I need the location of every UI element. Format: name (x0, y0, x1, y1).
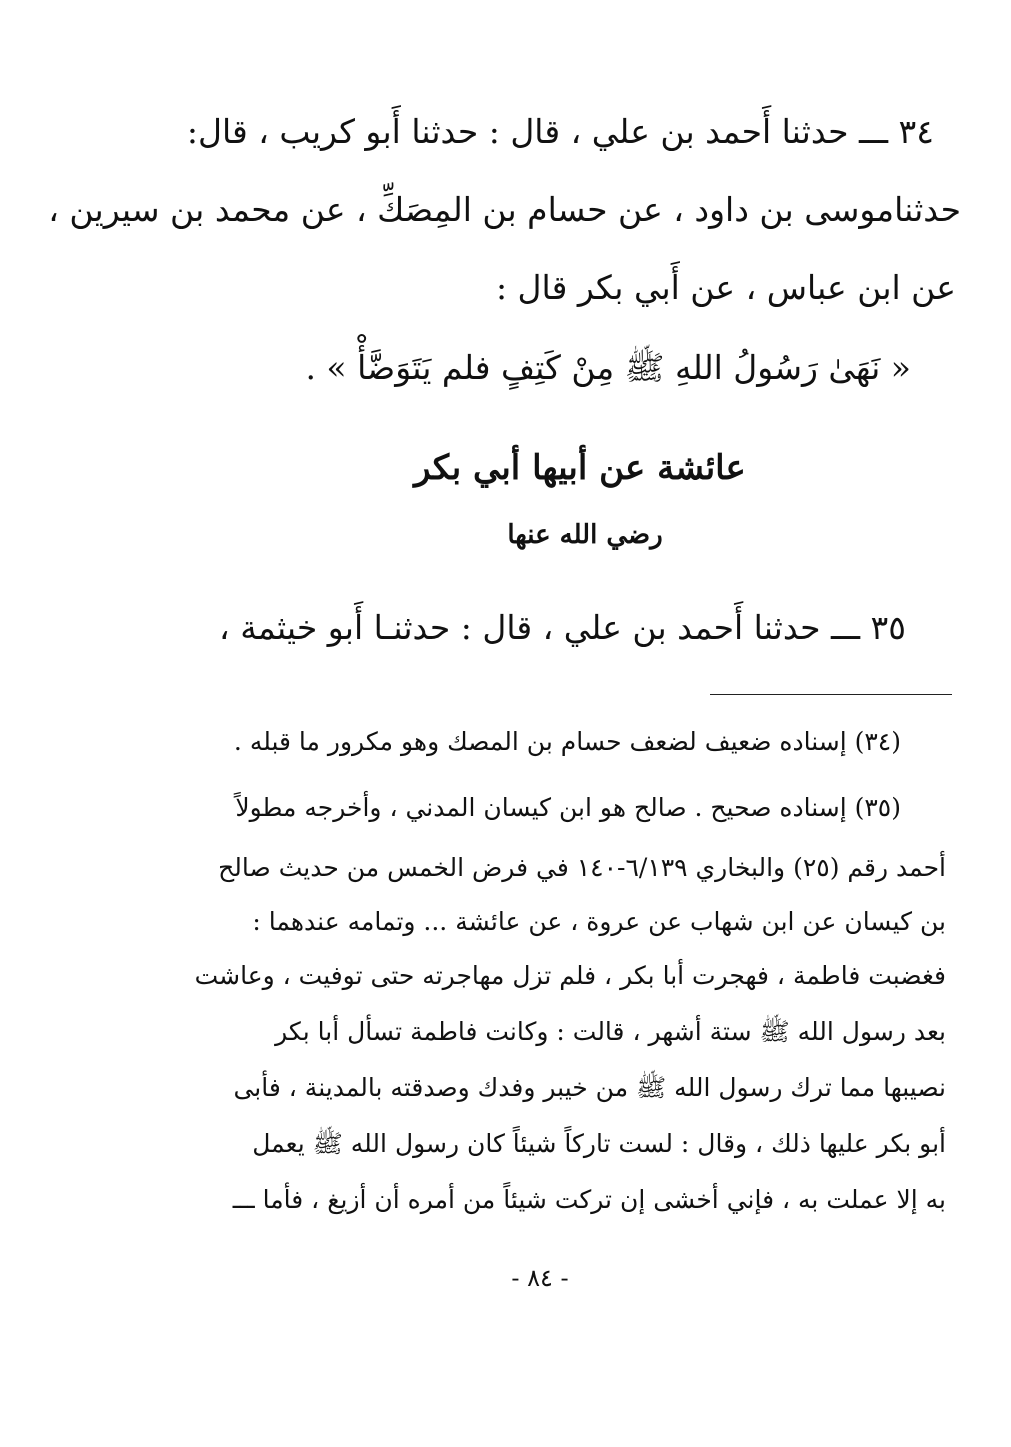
section-heading: عائشة عن أبيها أبي بكر (414, 448, 746, 488)
main-text-line-2: حدثناموسى بن داود ، عن حسام بن المِصَكِّ ، عن محمد بن سيرين ، (48, 190, 961, 229)
footnote-divider (710, 694, 952, 695)
footnote-line-2: (٣٥) إسناده صحيح . صالح هو ابن كيسان المدني ، وأخرجه مطولاً (235, 793, 901, 822)
footnote-line-9: به إلا عملت به ، فإني أخشى إن تركت شيئاً من أمره أن أزيغ ، فأما ـــ (232, 1185, 946, 1214)
footnote-line-3: أحمد رقم (٢٥) والبخاري ٦/١٣٩-١٤٠ في فرض الخمس من حديث صالح (218, 853, 946, 882)
main-text-line-4-quote: « نَهَىٰ رَسُولُ اللهِ ﷺ مِنْ كَتِفٍ فلم يَتَوَضَّأْ » . (305, 348, 911, 387)
footnote-line-8: أبو بكر عليها ذلك ، وقال : لست تاركاً شيئاً كان رسول الله ﷺ يعمل (252, 1129, 946, 1158)
hadith-35-line: ٣٥ ـــ حدثنا أَحمد بن علي ، قال : حدثنـا أَبو خيثمة ، (219, 608, 906, 647)
page-number: - ٨٤ - (511, 1264, 569, 1292)
footnote-line-1: (٣٤) إسناده ضعيف لضعف حسام بن المصك وهو مكرور ما قبله . (233, 727, 901, 756)
footnote-line-6: بعد رسول الله ﷺ ستة أشهر ، قالت : وكانت فاطمة تسأل أبا بكر (275, 1017, 946, 1046)
main-text-line-1: ٣٤ ـــ حدثنا أَحمد بن علي ، قال : حدثنا أَبو كريب ، قال: (186, 112, 934, 151)
main-text-line-3: عن ابن عباس ، عن أَبي بكر قال : (495, 268, 956, 307)
footnote-line-4: بن كيسان عن ابن شهاب عن عروة ، عن عائشة ... وتمامه عندهما : (252, 907, 946, 936)
section-subheading: رضي الله عنها (507, 520, 663, 550)
footnote-line-7: نصيبها مما ترك رسول الله ﷺ من خيبر وفدك وصدقته بالمدينة ، فأبى (233, 1073, 946, 1102)
footnote-line-5: فغضبت فاطمة ، فهجرت أبا بكر ، فلم تزل مهاجرته حتى توفيت ، وعاشت (194, 961, 946, 990)
